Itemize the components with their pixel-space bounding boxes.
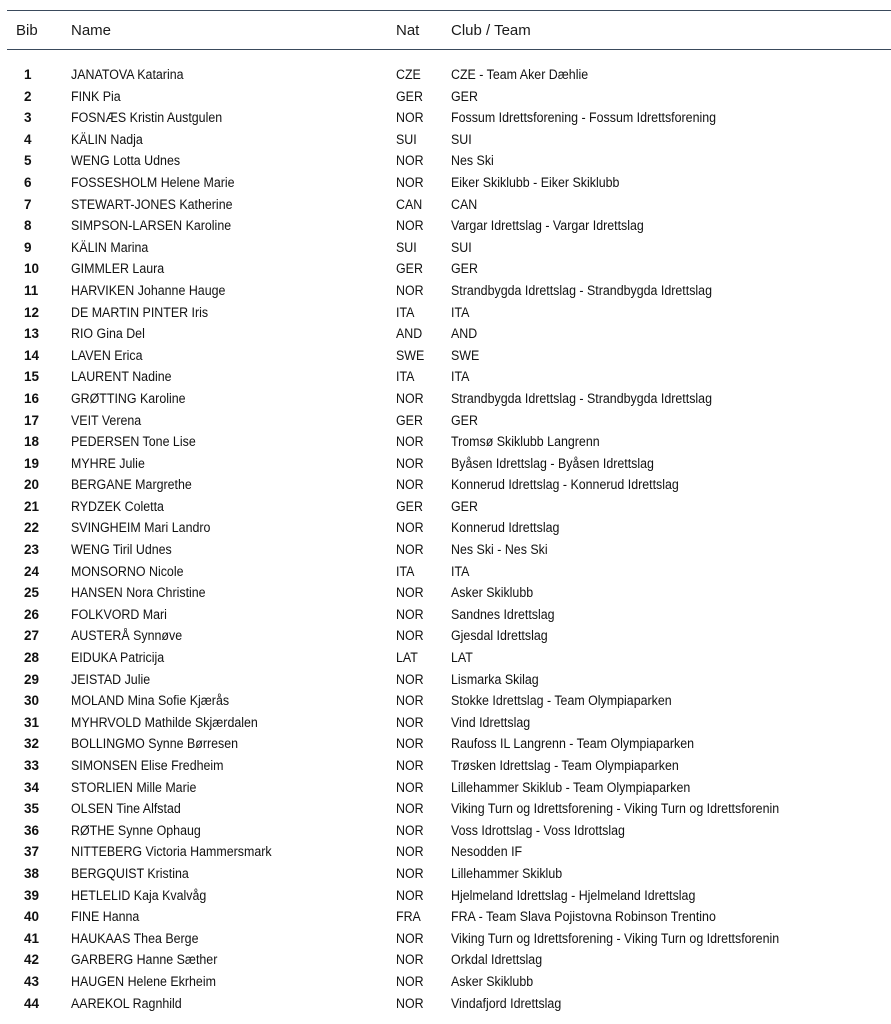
cell-club: SUI [451, 239, 472, 255]
cell-club: Vind Idrettslag [451, 714, 531, 730]
cell-bib: 31 [24, 714, 40, 730]
table-row [0, 129, 891, 151]
table-row [0, 150, 891, 172]
cell-bib: 23 [24, 542, 40, 558]
header-bib: Bib [16, 22, 38, 39]
cell-club: Vargar Idrettslag - Vargar Idrettslag [451, 218, 644, 234]
cell-name: MOLAND Mina Sofie Kjærås [71, 693, 230, 709]
cell-bib: 41 [24, 930, 40, 946]
cell-nat: NOR [396, 822, 424, 838]
cell-club: GER [451, 498, 478, 514]
table-row [0, 755, 891, 777]
table-row [0, 280, 891, 302]
cell-name: BERGQUIST Kristina [71, 865, 189, 881]
cell-club: SWE [451, 347, 480, 363]
cell-club: Nes Ski [451, 153, 494, 169]
cell-name: LAURENT Nadine [71, 369, 172, 385]
cell-bib: 6 [24, 174, 32, 190]
cell-club: Gjesdal Idrettslag [451, 628, 548, 644]
table-row [0, 539, 891, 561]
table-row [0, 712, 891, 734]
cell-club: Lillehammer Skiklub - Team Olympiaparken [451, 779, 691, 795]
table-row [0, 410, 891, 432]
table-row [0, 172, 891, 194]
cell-bib: 20 [24, 477, 40, 493]
table-row [0, 237, 891, 259]
cell-bib: 29 [24, 671, 40, 687]
cell-nat: NOR [396, 628, 424, 644]
cell-name: OLSEN Tine Alfstad [71, 801, 181, 817]
cell-nat: NOR [396, 390, 424, 406]
header-name: Name [71, 22, 112, 39]
cell-name: HAUKAAS Thea Berge [71, 930, 199, 946]
cell-nat: NOR [396, 282, 424, 298]
cell-bib: 7 [24, 196, 32, 212]
cell-club: Konnerud Idrettslag - Konnerud Idrettslag [451, 477, 679, 493]
cell-bib: 27 [24, 628, 40, 644]
cell-bib: 1 [24, 67, 32, 82]
cell-bib: 36 [24, 822, 40, 838]
cell-name: BOLLINGMO Synne Børresen [71, 736, 239, 752]
cell-bib: 9 [24, 239, 32, 255]
cell-bib: 39 [24, 887, 40, 903]
table-header [0, 20, 891, 44]
cell-club: ITA [451, 304, 470, 320]
table-row [0, 647, 891, 669]
cell-club: GER [451, 88, 478, 104]
cell-club: Asker Skiklubb [451, 973, 534, 989]
header-nat: Nat [396, 22, 420, 39]
cell-nat: ITA [396, 563, 415, 579]
cell-bib: 8 [24, 218, 32, 234]
cell-nat: NOR [396, 520, 424, 536]
cell-bib: 2 [24, 88, 32, 104]
cell-club: Raufoss IL Langrenn - Team Olympiaparken [451, 736, 695, 752]
cell-nat: NOR [396, 973, 424, 989]
cell-name: HAUGEN Helene Ekrheim [71, 973, 216, 989]
cell-bib: 32 [24, 736, 40, 752]
cell-bib: 10 [24, 261, 40, 277]
cell-name: SIMONSEN Elise Fredheim [71, 758, 224, 773]
table-row [0, 690, 891, 712]
cell-name: EIDUKA Patricija [71, 650, 165, 666]
cell-club: Asker Skiklubb [451, 585, 534, 601]
cell-name: AUSTERÅ Synnøve [71, 628, 183, 644]
cell-nat: FRA [396, 909, 421, 925]
cell-bib: 22 [24, 520, 40, 536]
start-list-table [0, 64, 891, 1014]
cell-bib: 40 [24, 909, 40, 925]
cell-nat: NOR [396, 714, 424, 730]
cell-bib: 14 [24, 347, 40, 363]
table-row [0, 86, 891, 108]
cell-club: ITA [451, 369, 470, 385]
cell-name: SIMPSON-LARSEN Karoline [71, 218, 232, 234]
cell-name: RYDZEK Coletta [71, 498, 164, 514]
table-row [0, 323, 891, 345]
cell-club: Konnerud Idrettslag [451, 520, 560, 536]
cell-name: BERGANE Margrethe [71, 477, 192, 493]
cell-nat: NOR [396, 218, 424, 234]
cell-club: Voss Idrottslag - Voss Idrottslag [451, 822, 625, 838]
cell-name: FOLKVORD Mari [71, 606, 167, 622]
cell-name: MYHRE Julie [71, 455, 145, 471]
cell-nat: CAN [396, 196, 423, 212]
cell-name: HANSEN Nora Christine [71, 585, 206, 601]
cell-bib: 5 [24, 153, 32, 169]
cell-nat: NOR [396, 110, 424, 126]
cell-name: LAVEN Erica [71, 347, 143, 363]
table-row [0, 215, 891, 237]
cell-club: Stokke Idrettslag - Team Olympiaparken [451, 693, 672, 709]
cell-name: STEWART-JONES Katherine [71, 196, 233, 212]
cell-name: WENG Tiril Udnes [71, 542, 172, 558]
cell-nat: LAT [396, 650, 418, 666]
cell-bib: 19 [24, 455, 40, 471]
cell-nat: NOR [396, 952, 424, 968]
cell-bib: 38 [24, 865, 40, 881]
cell-nat: NOR [396, 671, 424, 687]
cell-nat: SUI [396, 239, 417, 255]
cell-nat: GER [396, 412, 423, 428]
cell-nat: CZE [396, 67, 421, 82]
table-row [0, 906, 891, 928]
cell-nat: ITA [396, 304, 415, 320]
cell-bib: 30 [24, 693, 40, 709]
table-row [0, 949, 891, 971]
table-row [0, 885, 891, 907]
cell-nat: SUI [396, 131, 417, 147]
cell-nat: NOR [396, 477, 424, 493]
cell-nat: NOR [396, 801, 424, 817]
cell-bib: 35 [24, 801, 40, 817]
table-row [0, 496, 891, 518]
cell-name: SVINGHEIM Mari Landro [71, 520, 211, 536]
header-rule [7, 49, 891, 50]
cell-bib: 25 [24, 585, 40, 601]
cell-bib: 43 [24, 973, 40, 989]
cell-nat: GER [396, 88, 423, 104]
cell-bib: 12 [24, 304, 40, 320]
cell-nat: NOR [396, 434, 424, 450]
table-row [0, 107, 891, 129]
table-row [0, 841, 891, 863]
cell-club: GER [451, 412, 478, 428]
cell-nat: NOR [396, 865, 424, 881]
header-club: Club / Team [451, 22, 531, 39]
cell-nat: NOR [396, 606, 424, 622]
table-row [0, 431, 891, 453]
cell-name: NITTEBERG Victoria Hammersmark [71, 844, 272, 860]
cell-club: Strandbygda Idrettslag - Strandbygda Idrettslag [451, 390, 712, 406]
cell-bib: 16 [24, 390, 40, 406]
cell-club: SUI [451, 131, 472, 147]
table-row [0, 625, 891, 647]
cell-bib: 13 [24, 326, 40, 342]
table-row [0, 194, 891, 216]
cell-name: JANATOVA Katarina [71, 67, 184, 82]
cell-name: MYHRVOLD Mathilde Skjærdalen [71, 714, 258, 730]
table-row [0, 388, 891, 410]
cell-name: RIO Gina Del [71, 326, 145, 342]
cell-club: Tromsø Skiklubb Langrenn [451, 434, 600, 450]
cell-club: Fossum Idrettsforening - Fossum Idrettsforening [451, 110, 717, 126]
cell-name: KÄLIN Nadja [71, 131, 143, 147]
table-row [0, 733, 891, 755]
table-row [0, 474, 891, 496]
cell-name: FINE Hanna [71, 909, 140, 925]
table-row [0, 64, 891, 86]
cell-name: VEIT Verena [71, 412, 142, 428]
cell-club: Byåsen Idrettslag - Byåsen Idrettslag [451, 455, 654, 471]
cell-nat: GER [396, 498, 423, 514]
cell-bib: 3 [24, 110, 32, 126]
cell-bib: 37 [24, 844, 40, 860]
table-row [0, 453, 891, 475]
cell-name: GIMMLER Laura [71, 261, 165, 277]
table-row [0, 302, 891, 324]
cell-club: Nesodden IF [451, 844, 523, 860]
table-row [0, 777, 891, 799]
table-row [0, 582, 891, 604]
cell-bib: 44 [24, 995, 40, 1011]
table-row [0, 993, 891, 1015]
cell-club: Viking Turn og Idrettsforening - Viking Turn og Idrettsforenin [451, 930, 780, 946]
cell-name: GARBERG Hanne Sæther [71, 952, 218, 968]
cell-nat: SWE [396, 347, 425, 363]
cell-nat: NOR [396, 455, 424, 471]
cell-bib: 34 [24, 779, 40, 795]
cell-bib: 21 [24, 498, 40, 514]
table-row [0, 366, 891, 388]
cell-nat: NOR [396, 844, 424, 860]
top-rule [7, 10, 891, 11]
cell-name: JEISTAD Julie [71, 671, 151, 687]
cell-bib: 4 [24, 131, 32, 147]
table-row [0, 798, 891, 820]
cell-name: DE MARTIN PINTER Iris [71, 304, 209, 320]
table-row [0, 517, 891, 539]
cell-bib: 33 [24, 758, 40, 773]
cell-club: Strandbygda Idrettslag - Strandbygda Idrettslag [451, 282, 712, 298]
cell-club: GER [451, 261, 478, 277]
cell-name: HETLELID Kaja Kvalvåg [71, 887, 207, 903]
cell-club: Orkdal Idrettslag [451, 952, 543, 968]
cell-club: Trøsken Idrettslag - Team Olympiaparken [451, 758, 679, 773]
cell-nat: AND [396, 326, 423, 342]
cell-bib: 18 [24, 434, 40, 450]
cell-nat: NOR [396, 736, 424, 752]
cell-club: Sandnes Idrettslag [451, 606, 555, 622]
table-row [0, 669, 891, 691]
table-row [0, 863, 891, 885]
cell-bib: 28 [24, 650, 40, 666]
table-row [0, 604, 891, 626]
table-row [0, 345, 891, 367]
cell-nat: NOR [396, 153, 424, 169]
cell-nat: NOR [396, 995, 424, 1011]
table-row [0, 258, 891, 280]
cell-name: FINK Pia [71, 88, 121, 104]
cell-bib: 17 [24, 412, 40, 428]
table-row [0, 820, 891, 842]
cell-name: GRØTTING Karoline [71, 390, 186, 406]
cell-bib: 26 [24, 606, 40, 622]
cell-club: Lismarka Skilag [451, 671, 539, 687]
cell-bib: 42 [24, 952, 40, 968]
cell-nat: GER [396, 261, 423, 277]
cell-name: STORLIEN Mille Marie [71, 779, 197, 795]
cell-club: CZE - Team Aker Dæhlie [451, 67, 589, 82]
cell-nat: NOR [396, 887, 424, 903]
cell-bib: 15 [24, 369, 40, 385]
cell-club: CAN [451, 196, 478, 212]
cell-nat: NOR [396, 174, 424, 190]
cell-bib: 24 [24, 563, 40, 579]
cell-name: RØTHE Synne Ophaug [71, 822, 201, 838]
cell-club: ITA [451, 563, 470, 579]
cell-club: Eiker Skiklubb - Eiker Skiklubb [451, 174, 620, 190]
cell-name: KÄLIN Marina [71, 239, 149, 255]
cell-club: AND [451, 326, 478, 342]
cell-nat: NOR [396, 693, 424, 709]
cell-nat: NOR [396, 779, 424, 795]
table-row [0, 561, 891, 583]
cell-club: FRA - Team Slava Pojistovna Robinson Trentino [451, 909, 716, 925]
cell-name: PEDERSEN Tone Lise [71, 434, 196, 450]
cell-club: Hjelmeland Idrettslag - Hjelmeland Idrettslag [451, 887, 696, 903]
cell-nat: NOR [396, 758, 424, 773]
table-row [0, 928, 891, 950]
cell-club: Nes Ski - Nes Ski [451, 542, 548, 558]
cell-club: LAT [451, 650, 473, 666]
cell-name: AAREKOL Ragnhild [71, 995, 182, 1011]
cell-bib: 11 [24, 282, 39, 298]
cell-name: FOSSESHOLM Helene Marie [71, 174, 235, 190]
cell-name: FOSNÆS Kristin Austgulen [71, 110, 223, 126]
table-row [0, 971, 891, 993]
cell-nat: NOR [396, 585, 424, 601]
cell-nat: ITA [396, 369, 415, 385]
cell-nat: NOR [396, 542, 424, 558]
cell-name: HARVIKEN Johanne Hauge [71, 282, 226, 298]
cell-nat: NOR [396, 930, 424, 946]
cell-name: MONSORNO Nicole [71, 563, 184, 579]
cell-name: WENG Lotta Udnes [71, 153, 181, 169]
cell-club: Viking Turn og Idrettsforening - Viking Turn og Idrettsforenin [451, 801, 780, 817]
cell-club: Vindafjord Idrettslag [451, 995, 562, 1011]
cell-club: Lillehammer Skiklub [451, 865, 563, 881]
